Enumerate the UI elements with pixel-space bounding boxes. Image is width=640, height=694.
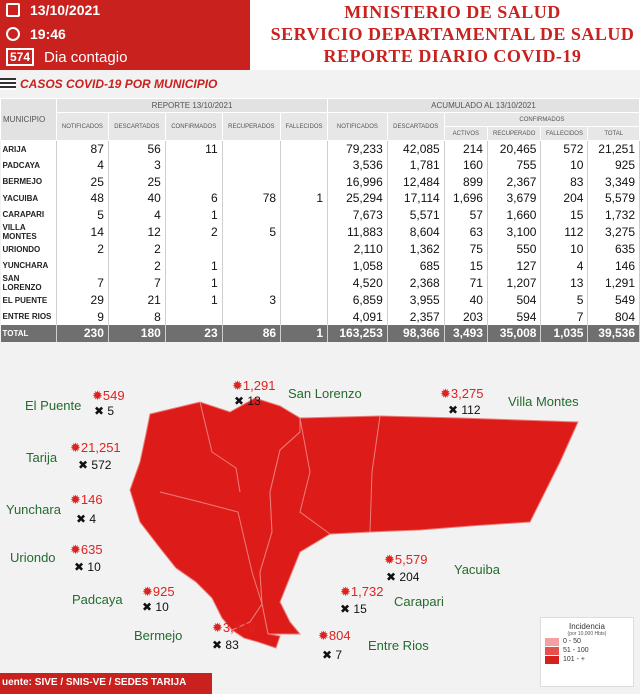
deaths-villamontes: ✖ 112 (448, 403, 481, 417)
value-cell: 40 (108, 190, 165, 207)
value-cell: 1,660 (487, 207, 541, 224)
cases-carapari: ✹1,732 (340, 584, 384, 599)
value-cell: 1 (165, 258, 222, 275)
value-cell: 63 (444, 223, 487, 241)
service-title: SERVICIO DEPARTAMENTAL DE SALUD (270, 24, 635, 44)
value-cell (165, 309, 222, 326)
deaths-entrerios: ✖ 7 (322, 648, 343, 662)
cases-sanlorenzo: ✹1,291 (232, 378, 276, 393)
cases-tarija: ✹21,251 (70, 440, 121, 455)
cases-uriondo: ✹635 (70, 542, 103, 557)
value-cell: 12,484 (387, 174, 444, 191)
col-municipio: MUNICIPIO (1, 99, 57, 141)
value-cell: 83 (541, 174, 588, 191)
label-yunchara: Yunchara (6, 502, 61, 517)
value-cell (222, 157, 280, 174)
value-cell: 4 (108, 207, 165, 224)
municipio-cell: CARAPARI (1, 207, 57, 224)
value-cell: 3,955 (387, 292, 444, 309)
label-sanlorenzo: San Lorenzo (288, 386, 362, 401)
value-cell: 48 (57, 190, 109, 207)
legend-range: 0 - 50 (563, 638, 581, 645)
label-villamontes: Villa Montes (508, 394, 579, 409)
value-cell: 1,207 (487, 274, 541, 292)
value-cell: 1,058 (328, 258, 388, 275)
value-cell: 98,366 (387, 325, 444, 342)
value-cell: 4,520 (328, 274, 388, 292)
value-cell: 5 (57, 207, 109, 224)
source-footer: uente: SIVE / SNIS-VE / SEDES TARIJA (0, 673, 212, 694)
col-header: FALLECIDOS (541, 127, 588, 141)
col-header: DESCARTADOS (108, 113, 165, 141)
value-cell: 5,571 (387, 207, 444, 224)
value-cell: 13 (541, 274, 588, 292)
value-cell: 1 (281, 190, 328, 207)
value-cell: 1,035 (541, 325, 588, 342)
value-cell: 79,233 (328, 141, 388, 158)
cases-bermejo: ✹3,349 (212, 620, 256, 635)
value-cell: 3 (108, 157, 165, 174)
value-cell: 21 (108, 292, 165, 309)
value-cell: 2,368 (387, 274, 444, 292)
value-cell: 203 (444, 309, 487, 326)
deaths-tarija: ✖ 572 (78, 458, 112, 472)
value-cell: 2,357 (387, 309, 444, 326)
value-cell: 1 (281, 325, 328, 342)
value-cell: 2 (57, 241, 109, 258)
value-cell: 25,294 (328, 190, 388, 207)
value-cell: 1,732 (588, 207, 640, 224)
value-cell: 635 (588, 241, 640, 258)
cases-villamontes: ✹3,275 (440, 386, 484, 401)
value-cell (222, 258, 280, 275)
calendar-icon (6, 3, 20, 17)
value-cell: 1,291 (588, 274, 640, 292)
value-cell (222, 274, 280, 292)
col-header: FALLECIDOS (281, 113, 328, 141)
value-cell: 9 (57, 309, 109, 326)
label-tarija: Tarija (26, 450, 58, 465)
value-cell (165, 157, 222, 174)
legend-swatch (545, 656, 559, 664)
municipality-table (0, 98, 640, 342)
cases-entrerios: ✹804 (318, 628, 351, 643)
value-cell: 14 (57, 223, 109, 241)
incidence-legend (540, 617, 634, 687)
deaths-uriondo: ✖ 10 (74, 560, 101, 574)
value-cell: 25 (108, 174, 165, 191)
deaths-carapari: ✖ 15 (340, 602, 367, 616)
value-cell: 2,110 (328, 241, 388, 258)
clock-icon (6, 27, 20, 41)
municipio-cell: VILLA MONTES (1, 223, 57, 241)
value-cell (281, 258, 328, 275)
day-row (6, 48, 127, 66)
table-row (1, 241, 640, 258)
value-cell (281, 141, 328, 158)
municipio-cell: EL PUENTE (1, 292, 57, 309)
reporte-group-header: REPORTE 13/10/2021 (57, 99, 328, 113)
municipio-cell: TOTAL (1, 325, 57, 342)
value-cell: 25 (57, 174, 109, 191)
report-date: 13/10/2021 (30, 2, 101, 18)
value-cell: 163,253 (328, 325, 388, 342)
table-row (1, 207, 640, 224)
value-cell: 3,536 (328, 157, 388, 174)
value-cell: 925 (588, 157, 640, 174)
value-cell: 3,349 (588, 174, 640, 191)
value-cell (281, 157, 328, 174)
ministry-title: MINISTERIO DE SALUD (344, 2, 561, 22)
value-cell: 755 (487, 157, 541, 174)
table-row (1, 292, 640, 309)
table-row (1, 258, 640, 275)
legend-subtitle: (por 10,000 Hbts) (567, 631, 607, 637)
value-cell (222, 207, 280, 224)
value-cell: 7 (108, 274, 165, 292)
value-cell: 42,085 (387, 141, 444, 158)
value-cell: 594 (487, 309, 541, 326)
table-row (1, 309, 640, 326)
value-cell: 4 (541, 258, 588, 275)
value-cell: 214 (444, 141, 487, 158)
value-cell: 11 (165, 141, 222, 158)
value-cell: 2,367 (487, 174, 541, 191)
value-cell: 56 (108, 141, 165, 158)
value-cell: 7,673 (328, 207, 388, 224)
value-cell: 685 (387, 258, 444, 275)
value-cell: 29 (57, 292, 109, 309)
value-cell (281, 274, 328, 292)
value-cell: 8,604 (387, 223, 444, 241)
deaths-yacuiba: ✖ 204 (386, 570, 420, 584)
value-cell: 8 (108, 309, 165, 326)
header-info-panel (0, 0, 250, 70)
value-cell: 127 (487, 258, 541, 275)
value-cell (281, 292, 328, 309)
value-cell: 87 (57, 141, 109, 158)
value-cell: 204 (541, 190, 588, 207)
value-cell: 1,362 (387, 241, 444, 258)
label-elpuente: El Puente (25, 398, 82, 413)
label-padcaya: Padcaya (72, 592, 123, 607)
cases-elpuente: ✹549 (92, 388, 125, 403)
table-row (1, 141, 640, 158)
value-cell: 1,781 (387, 157, 444, 174)
section-title-text: CASOS COVID-19 POR MUNICIPIO (20, 77, 218, 91)
value-cell: 12 (108, 223, 165, 241)
municipio-cell: URIONDO (1, 241, 57, 258)
col-header: RECUPERADO (487, 127, 541, 141)
acumulado-group-header: ACUMULADO AL 13/10/2021 (328, 99, 640, 113)
value-cell (281, 241, 328, 258)
value-cell: 10 (541, 241, 588, 258)
label-yacuiba: Yacuiba (454, 562, 501, 577)
list-icon (0, 78, 16, 90)
value-cell: 5,579 (588, 190, 640, 207)
value-cell (165, 241, 222, 258)
municipio-cell: YACUIBA (1, 190, 57, 207)
value-cell (281, 309, 328, 326)
legend-swatch (545, 647, 559, 655)
value-cell: 11,883 (328, 223, 388, 241)
cases-padcaya: ✹925 (142, 584, 175, 599)
value-cell (281, 223, 328, 241)
report-title: REPORTE DIARIO COVID-19 (323, 46, 582, 66)
col-header: NOTIFICADOS (328, 113, 388, 141)
label-bermejo: Bermejo (134, 628, 183, 643)
value-cell: 15 (541, 207, 588, 224)
value-cell: 1 (165, 207, 222, 224)
section-title (0, 77, 217, 91)
legend-range: 101 - + (563, 656, 585, 663)
value-cell (57, 258, 109, 275)
deaths-sanlorenzo: ✖ 13 (234, 394, 261, 408)
deaths-elpuente: ✖ 5 (94, 404, 115, 418)
time-row (6, 26, 66, 42)
value-cell (222, 141, 280, 158)
legend-range: 51 - 100 (563, 647, 589, 654)
value-cell (281, 207, 328, 224)
value-cell: 20,465 (487, 141, 541, 158)
table-row (1, 174, 640, 191)
value-cell: 3,679 (487, 190, 541, 207)
col-header: TOTAL (588, 127, 640, 141)
value-cell: 23 (165, 325, 222, 342)
deaths-bermejo: ✖ 83 (212, 638, 239, 652)
value-cell: 39,536 (588, 325, 640, 342)
value-cell: 1 (165, 292, 222, 309)
municipio-cell: BERMEJO (1, 174, 57, 191)
value-cell: 10 (541, 157, 588, 174)
cases-yacuiba: ✹5,579 (384, 552, 428, 567)
municipio-cell: YUNCHARA (1, 258, 57, 275)
label-uriondo: Uriondo (10, 550, 56, 565)
value-cell: 3,493 (444, 325, 487, 342)
deaths-padcaya: ✖ 10 (142, 600, 169, 614)
legend-item (545, 655, 633, 664)
table-row (1, 190, 640, 207)
value-cell (222, 309, 280, 326)
value-cell: 550 (487, 241, 541, 258)
label-entrerios: Entre Rios (368, 638, 429, 653)
value-cell (281, 174, 328, 191)
municipio-cell: PADCAYA (1, 157, 57, 174)
value-cell: 1 (165, 274, 222, 292)
value-cell: 5 (541, 292, 588, 309)
legend-title: Incidencia (568, 622, 606, 631)
col-header: ACTIVOS (444, 127, 487, 141)
value-cell: 3,100 (487, 223, 541, 241)
value-cell: 2 (108, 241, 165, 258)
value-cell: 35,008 (487, 325, 541, 342)
col-header: CONFIRMADOS (165, 113, 222, 141)
value-cell: 549 (588, 292, 640, 309)
table-row (1, 274, 640, 292)
value-cell: 4 (57, 157, 109, 174)
value-cell: 5 (222, 223, 280, 241)
date-row (6, 2, 100, 18)
day-number: 574 (6, 48, 34, 66)
value-cell: 3,275 (588, 223, 640, 241)
value-cell: 15 (444, 258, 487, 275)
value-cell: 6,859 (328, 292, 388, 309)
value-cell: 16,996 (328, 174, 388, 191)
legend-item (545, 646, 633, 655)
col-header: RECUPERADOS (222, 113, 280, 141)
value-cell (165, 174, 222, 191)
value-cell (222, 174, 280, 191)
value-cell: 2 (165, 223, 222, 241)
value-cell: 7 (541, 309, 588, 326)
confirmados-group-header: CONFIRMADOS (444, 113, 639, 127)
header-titles (265, 0, 640, 67)
value-cell: 2 (108, 258, 165, 275)
value-cell: 804 (588, 309, 640, 326)
value-cell: 75 (444, 241, 487, 258)
value-cell: 899 (444, 174, 487, 191)
table-row (1, 157, 640, 174)
value-cell: 7 (57, 274, 109, 292)
cases-yunchara: ✹146 (70, 492, 103, 507)
day-label: Dia contagio (44, 48, 128, 66)
value-cell: 86 (222, 325, 280, 342)
value-cell: 504 (487, 292, 541, 309)
value-cell (222, 241, 280, 258)
value-cell: 230 (57, 325, 109, 342)
report-time: 19:46 (30, 26, 66, 42)
value-cell: 180 (108, 325, 165, 342)
value-cell: 4,091 (328, 309, 388, 326)
label-carapari: Carapari (394, 594, 444, 609)
municipio-cell: ENTRE RIOS (1, 309, 57, 326)
legend-swatch (545, 638, 559, 646)
value-cell: 1,696 (444, 190, 487, 207)
value-cell: 71 (444, 274, 487, 292)
col-header: NOTIFICADOS (57, 113, 109, 141)
value-cell: 572 (541, 141, 588, 158)
value-cell: 40 (444, 292, 487, 309)
value-cell: 17,114 (387, 190, 444, 207)
value-cell: 146 (588, 258, 640, 275)
deaths-yunchara: ✖ 4 (76, 512, 97, 526)
municipio-cell: SAN LORENZO (1, 274, 57, 292)
value-cell: 21,251 (588, 141, 640, 158)
total-row (1, 325, 640, 342)
value-cell: 78 (222, 190, 280, 207)
report-header (0, 0, 640, 70)
municipio-cell: ARIJA (1, 141, 57, 158)
value-cell: 112 (541, 223, 588, 241)
legend-item (545, 637, 633, 646)
value-cell: 3 (222, 292, 280, 309)
value-cell: 57 (444, 207, 487, 224)
table-row (1, 223, 640, 241)
value-cell: 160 (444, 157, 487, 174)
col-header: DESCARTADOS (387, 113, 444, 141)
value-cell: 6 (165, 190, 222, 207)
